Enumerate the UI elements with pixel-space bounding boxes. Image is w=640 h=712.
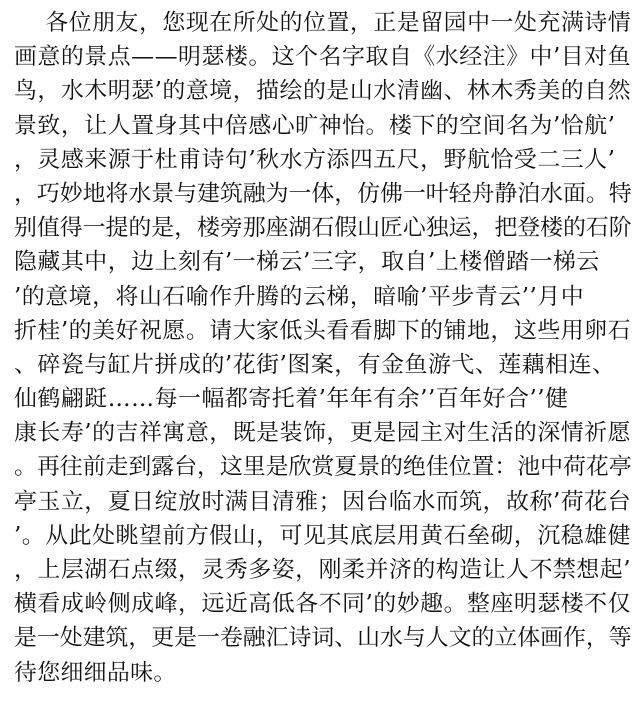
text-line: 别值得一提的是，楼旁那座湖石假山匠心独运，把登楼的石阶 <box>14 215 632 242</box>
text-line: 鸟，水木明瑟’的意境，描绘的是山水清幽、林木秀美的自然 <box>14 78 632 105</box>
text-line: 。再往前走到露台，这里是欣赏夏景的绝佳位置：池中荷花亭 <box>14 454 632 481</box>
text-line: ，上层湖石点缀，灵秀多姿，刚柔并济的构造让人不禁想起’ <box>14 557 632 583</box>
text-line: ’。从此处眺望前方假山，可见其底层用黄石垒砌，沉稳雄健 <box>14 522 632 549</box>
text-line: ，灵感来源于杜甫诗句’秋水方添四五尺，野航恰受二三人’ <box>14 146 616 173</box>
text-line: 隐藏其中，边上刻有’一梯云’三字，取自’上楼僧踏一梯云 <box>14 249 600 276</box>
text-line: ，巧妙地将水景与建筑融为一体，仿佛一叶轻舟静泊水面。特 <box>14 180 632 207</box>
text-line: 待您细细品味。 <box>14 659 177 686</box>
text-line: 康长寿’的吉祥寓意，既是装饰，更是园主对生活的深情祈愿 <box>14 420 632 447</box>
text-line: 仙鹤翩跹……每一幅都寄托着’年年有余’’百年好合’’健 <box>14 386 569 413</box>
text-line: 各位朋友，您现在所处的位置，正是留园中一处充满诗情 <box>14 10 632 36</box>
text-line: 横看成岭侧成峰，远近高低各不同’的妙趣。整座明瑟楼不仅 <box>14 591 632 618</box>
text-line: 、碎瓷与缸片拼成的’花街’图案，有金鱼游弋、莲藕相连、 <box>14 351 616 378</box>
document-body <box>14 6 636 690</box>
text-line: ’的意境，将山石喻作升腾的云梯，暗喻’平步青云’’月中 <box>14 283 585 310</box>
text-line: 画意的景点——明瑟楼。这个名字取自《水经注》中’目对鱼 <box>14 44 632 71</box>
text-line: 亭玉立，夏日绽放时满目清雅；因台临水而筑，故称’荷花台 <box>14 488 632 515</box>
text-line: 景致，让人置身其中倍感心旷神怡。楼下的空间名为’恰航’ <box>14 112 616 139</box>
text-line: 折桂’的美好祝愿。请大家低头看看脚下的铺地，这些用卵石 <box>14 317 632 344</box>
text-line: 是一处建筑，更是一卷融汇诗词、山水与人文的立体画作，等 <box>14 625 632 652</box>
